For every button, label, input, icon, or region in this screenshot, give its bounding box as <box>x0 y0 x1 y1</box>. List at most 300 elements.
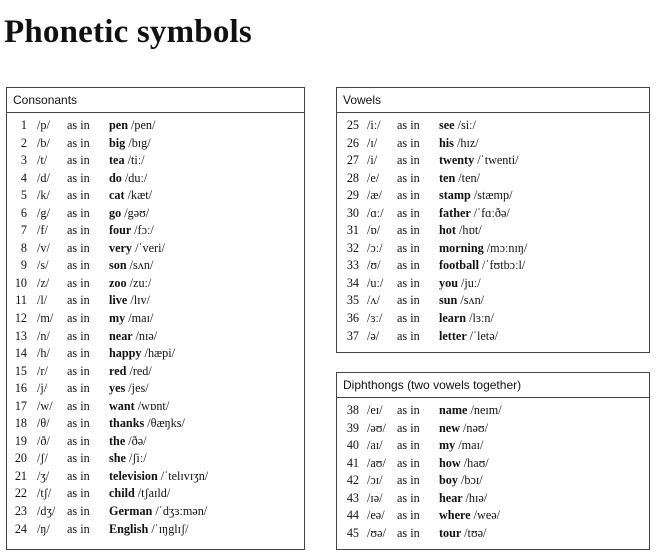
vowels-table <box>336 87 650 353</box>
example-word-group <box>439 490 487 508</box>
table-row <box>337 187 649 205</box>
row-number: 11 <box>15 293 27 308</box>
as-in-label: as in <box>397 403 420 417</box>
example-word-group <box>109 152 145 170</box>
as-in-label: as in <box>67 346 90 361</box>
phonetic-symbol: /n/ <box>37 328 50 343</box>
row-number: 41 <box>346 455 359 470</box>
as-in-label: as in <box>67 398 90 413</box>
table-row <box>337 490 649 508</box>
row-number: 16 <box>14 381 27 396</box>
transcription: /kæt/ <box>127 188 152 203</box>
phonetic-symbol: /e/ <box>367 170 380 185</box>
example-word-group <box>109 310 153 328</box>
transcription: /neɪm/ <box>470 403 502 417</box>
consonants-list <box>7 113 304 538</box>
row-number: 12 <box>14 311 27 326</box>
diphthongs-heading <box>337 373 649 398</box>
table-row <box>337 240 649 258</box>
table-row <box>7 363 304 381</box>
table-row <box>7 503 304 521</box>
example-word: happy <box>109 346 142 361</box>
transcription: /θæŋks/ <box>147 416 185 431</box>
example-word-group <box>109 170 147 188</box>
phonetic-symbol: /tʃ/ <box>37 486 52 501</box>
row-number: 2 <box>20 135 27 150</box>
transcription: /ˈfɑːðə/ <box>473 205 510 220</box>
table-row <box>337 310 649 328</box>
as-in-label: as in <box>397 420 420 435</box>
table-row <box>337 402 649 420</box>
example-word: go <box>109 205 122 220</box>
example-word: see <box>439 118 455 132</box>
row-number: 40 <box>346 438 359 453</box>
as-in-label: as in <box>67 293 90 308</box>
diphthongs-subtitle: (two vowels together) <box>407 378 522 392</box>
transcription: /maɪ/ <box>458 438 484 453</box>
transcription: /maɪ/ <box>128 311 154 326</box>
example-word-group <box>109 450 147 468</box>
example-word: twenty <box>439 153 475 168</box>
table-row <box>337 205 649 223</box>
phonetic-symbol: /ɜː/ <box>367 311 383 326</box>
transcription: /ˈɪŋglɪʃ/ <box>151 521 189 536</box>
row-number: 1 <box>20 118 27 132</box>
phonetic-symbol: /ʃ/ <box>37 451 48 466</box>
transcription: /sʌn/ <box>460 293 485 308</box>
table-row <box>337 507 649 525</box>
row-number: 15 <box>14 363 27 378</box>
table-row <box>337 472 649 490</box>
table-row <box>337 525 649 543</box>
table-row <box>7 222 304 240</box>
row-number: 3 <box>20 153 27 168</box>
example-word-group <box>439 152 519 170</box>
as-in-label: as in <box>67 416 90 431</box>
table-row <box>7 380 304 398</box>
transcription: /nɪə/ <box>135 328 158 343</box>
phonetic-symbol: /æ/ <box>367 188 382 203</box>
phonetic-symbol: /aɪ/ <box>367 438 383 453</box>
example-word-group <box>109 292 150 310</box>
example-word-group <box>109 240 165 258</box>
example-word: do <box>109 170 122 185</box>
vowels-heading: Vowels <box>337 88 649 113</box>
table-row <box>337 257 649 275</box>
example-word: ten <box>439 170 456 185</box>
phonetic-symbol: /h/ <box>37 346 50 361</box>
example-word-group <box>439 222 482 240</box>
example-word: thanks <box>109 416 145 431</box>
example-word-group <box>439 420 488 438</box>
phonetic-symbol: /əʊ/ <box>367 420 386 435</box>
row-number: 9 <box>20 258 27 273</box>
as-in-label: as in <box>397 438 420 453</box>
example-word: big <box>109 135 126 150</box>
row-number: 5 <box>20 188 27 203</box>
example-word: boy <box>439 473 458 488</box>
transcription: /ˈletə/ <box>469 328 498 343</box>
row-number: 38 <box>346 403 359 417</box>
example-word: very <box>109 240 133 255</box>
table-row <box>7 135 304 153</box>
row-number: 37 <box>346 328 359 343</box>
as-in-label: as in <box>397 473 420 488</box>
phonetic-symbol: /ɔɪ/ <box>367 473 383 488</box>
phonetic-symbol: /ʊ/ <box>367 258 381 273</box>
example-word-group <box>109 135 151 153</box>
transcription: /fɔː/ <box>134 223 154 238</box>
vowels-list <box>337 113 649 345</box>
phonetic-symbol: /g/ <box>37 205 50 220</box>
example-word: hear <box>439 490 463 505</box>
transcription: /ten/ <box>458 170 480 185</box>
example-word: you <box>439 275 458 290</box>
row-number: 17 <box>14 398 27 413</box>
example-word-group <box>439 525 486 543</box>
row-number: 27 <box>346 153 359 168</box>
example-word-group <box>109 222 154 240</box>
table-row <box>7 521 304 539</box>
phonetic-symbol: /eɪ/ <box>367 403 383 417</box>
as-in-label: as in <box>397 275 420 290</box>
transcription: /ðə/ <box>128 433 147 448</box>
example-word-group <box>439 240 527 258</box>
row-number: 35 <box>346 293 359 308</box>
row-number: 31 <box>346 223 359 238</box>
row-number: 32 <box>346 240 359 255</box>
row-number: 8 <box>20 240 27 255</box>
row-number: 14 <box>14 346 27 361</box>
table-row <box>7 398 304 416</box>
phonetic-symbol: /p/ <box>37 118 50 132</box>
row-number: 45 <box>346 525 359 540</box>
as-in-label: as in <box>397 293 420 308</box>
table-row <box>337 117 649 135</box>
phonetic-symbol: /k/ <box>37 188 50 203</box>
phonetic-symbol: /ŋ/ <box>37 521 50 536</box>
page-title: Phonetic symbols <box>4 14 252 50</box>
example-word-group <box>439 310 494 328</box>
as-in-label: as in <box>397 240 420 255</box>
example-word: tour <box>439 525 462 540</box>
row-number: 7 <box>20 223 27 238</box>
table-row <box>337 152 649 170</box>
table-row <box>7 257 304 275</box>
phonetic-symbol: /aʊ/ <box>367 455 386 470</box>
transcription: /red/ <box>129 363 152 378</box>
table-row <box>7 450 304 468</box>
phonetic-symbol: /eə/ <box>367 508 385 523</box>
phonetic-symbol: /r/ <box>37 363 48 378</box>
diphthongs-table <box>336 372 650 550</box>
phonetic-symbol: /ə/ <box>367 328 380 343</box>
table-row <box>7 468 304 486</box>
example-word: sun <box>439 293 458 308</box>
transcription: /ˈveri/ <box>135 240 165 255</box>
example-word: letter <box>439 328 467 343</box>
as-in-label: as in <box>397 455 420 470</box>
example-word: pen <box>109 118 128 132</box>
as-in-label: as in <box>397 311 420 326</box>
table-row <box>7 485 304 503</box>
example-word: stamp <box>439 188 471 203</box>
phonetic-symbol: /z/ <box>37 275 50 290</box>
example-word: learn <box>439 311 467 326</box>
row-number: 21 <box>14 468 27 483</box>
example-word: zoo <box>109 275 127 290</box>
row-number: 28 <box>346 170 359 185</box>
table-row <box>337 292 649 310</box>
table-row <box>337 275 649 293</box>
table-row <box>337 222 649 240</box>
example-word-group <box>439 170 480 188</box>
phonetic-symbol: /ɑː/ <box>367 205 384 220</box>
as-in-label: as in <box>397 205 420 220</box>
example-word-group <box>109 257 153 275</box>
example-word-group <box>439 205 510 223</box>
row-number: 25 <box>346 118 359 132</box>
transcription: /ˈtwenti/ <box>477 153 519 168</box>
example-word-group <box>439 135 479 153</box>
table-row <box>7 205 304 223</box>
example-word: tea <box>109 153 125 168</box>
example-word: son <box>109 258 127 273</box>
row-number: 22 <box>14 486 27 501</box>
phonetic-symbol: /f/ <box>37 223 48 238</box>
example-word: how <box>439 455 461 470</box>
as-in-label: as in <box>397 525 420 540</box>
phonetic-symbol: /ð/ <box>37 433 50 448</box>
example-word-group <box>439 402 502 420</box>
phonetic-symbol: /dʒ/ <box>37 504 56 519</box>
transcription: /nəʊ/ <box>463 420 489 435</box>
example-word: four <box>109 223 132 238</box>
as-in-label: as in <box>67 328 90 343</box>
table-row <box>7 433 304 451</box>
example-word-group <box>439 455 489 473</box>
phonetic-symbol: /d/ <box>37 170 50 185</box>
table-row <box>337 170 649 188</box>
example-word: German <box>109 504 153 519</box>
phonetic-symbol: /b/ <box>37 135 50 150</box>
example-word: she <box>109 451 126 466</box>
as-in-label: as in <box>67 521 90 536</box>
example-word: hot <box>439 223 456 238</box>
example-word: English <box>109 521 149 536</box>
transcription: /wɒnt/ <box>137 398 170 413</box>
transcription: /lɜːn/ <box>469 311 494 326</box>
transcription: /hɪə/ <box>465 490 488 505</box>
example-word: my <box>109 311 126 326</box>
transcription: /hæpi/ <box>144 346 176 361</box>
transcription: /hɪz/ <box>456 135 479 150</box>
example-word: child <box>109 486 135 501</box>
phonetic-symbol: /l/ <box>37 293 48 308</box>
example-word-group <box>109 485 170 503</box>
table-row <box>337 420 649 438</box>
transcription: /gəʊ/ <box>124 205 150 220</box>
table-row <box>337 328 649 346</box>
table-row <box>337 135 649 153</box>
table-row <box>7 292 304 310</box>
transcription: /ˈfʊtbɔːl/ <box>482 258 526 273</box>
example-word-group <box>439 328 498 346</box>
example-word: red <box>109 363 127 378</box>
example-word-group <box>109 328 157 346</box>
as-in-label: as in <box>397 118 420 132</box>
phonetic-symbol: /ʒ/ <box>37 468 50 483</box>
phonetic-symbol: /iː/ <box>367 118 381 132</box>
as-in-label: as in <box>67 451 90 466</box>
example-word-group <box>439 187 512 205</box>
row-number: 36 <box>346 311 359 326</box>
example-word-group <box>109 468 208 486</box>
example-word: my <box>439 438 456 453</box>
as-in-label: as in <box>397 328 420 343</box>
phonetic-symbol: /v/ <box>37 240 50 255</box>
example-word-group <box>109 187 152 205</box>
diphthongs-title: Diphthongs <box>343 378 404 392</box>
as-in-label: as in <box>67 258 90 273</box>
row-number: 18 <box>14 416 27 431</box>
as-in-label: as in <box>397 508 420 523</box>
transcription: /weə/ <box>473 508 501 523</box>
phonetic-symbol: /ɒ/ <box>367 223 381 238</box>
transcription: /stæmp/ <box>473 188 513 203</box>
transcription: /haʊ/ <box>463 455 489 470</box>
example-word-group <box>109 380 149 398</box>
example-word: the <box>109 433 126 448</box>
example-word-group <box>439 275 481 293</box>
row-number: 24 <box>14 521 27 536</box>
transcription: /bɪg/ <box>128 135 151 150</box>
table-row <box>7 187 304 205</box>
example-word-group <box>439 257 525 275</box>
as-in-label: as in <box>67 275 90 290</box>
transcription: /tʊə/ <box>464 525 487 540</box>
phonetic-symbol: /m/ <box>37 311 54 326</box>
transcription: /ʃiː/ <box>128 451 147 466</box>
row-number: 43 <box>346 490 359 505</box>
consonants-table <box>6 87 305 550</box>
as-in-label: as in <box>397 153 420 168</box>
as-in-label: as in <box>67 118 90 132</box>
row-number: 19 <box>14 433 27 448</box>
phonetic-symbol: /uː/ <box>367 275 384 290</box>
example-word-group <box>109 433 147 451</box>
example-word: new <box>439 420 460 435</box>
as-in-label: as in <box>67 311 90 326</box>
example-word-group <box>109 521 189 539</box>
table-row <box>7 275 304 293</box>
example-word-group <box>439 437 483 455</box>
row-number: 23 <box>14 504 27 519</box>
as-in-label: as in <box>67 170 90 185</box>
row-number: 4 <box>20 170 27 185</box>
example-word: father <box>439 205 471 220</box>
row-number: 39 <box>346 420 359 435</box>
row-number: 20 <box>14 451 27 466</box>
example-word: yes <box>109 381 126 396</box>
example-word-group <box>109 117 155 135</box>
as-in-label: as in <box>67 433 90 448</box>
transcription: /duː/ <box>124 170 148 185</box>
as-in-label: as in <box>67 363 90 378</box>
phonetic-symbol: /θ/ <box>37 416 50 431</box>
phonetic-symbol: /i/ <box>367 153 378 168</box>
example-word: live <box>109 293 128 308</box>
as-in-label: as in <box>67 223 90 238</box>
transcription: /zuː/ <box>129 275 152 290</box>
example-word: want <box>109 398 135 413</box>
example-word-group <box>109 398 169 416</box>
transcription: /ˈdʒɜːmən/ <box>155 504 208 519</box>
example-word: football <box>439 258 479 273</box>
as-in-label: as in <box>67 381 90 396</box>
as-in-label: as in <box>67 205 90 220</box>
table-row <box>7 328 304 346</box>
example-word-group <box>109 205 149 223</box>
transcription: /sʌn/ <box>129 258 154 273</box>
example-word-group <box>109 345 175 363</box>
row-number: 10 <box>14 275 27 290</box>
phonetic-symbol: /ɔː/ <box>367 240 383 255</box>
as-in-label: as in <box>397 490 420 505</box>
example-word: television <box>109 468 158 483</box>
transcription: /bɔɪ/ <box>461 473 483 488</box>
table-row <box>337 437 649 455</box>
example-word-group <box>109 363 152 381</box>
example-word-group <box>439 117 476 135</box>
as-in-label: as in <box>67 240 90 255</box>
phonetic-symbol: /ɪə/ <box>367 490 383 505</box>
transcription: /tʃaɪld/ <box>137 486 171 501</box>
phonetic-symbol: /s/ <box>37 258 49 273</box>
row-number: 44 <box>346 508 359 523</box>
example-word: cat <box>109 188 125 203</box>
row-number: 34 <box>346 275 359 290</box>
as-in-label: as in <box>397 258 420 273</box>
as-in-label: as in <box>67 468 90 483</box>
transcription: /tiː/ <box>127 153 145 168</box>
row-number: 6 <box>20 205 27 220</box>
phonetic-symbol: /ʌ/ <box>367 293 380 308</box>
table-row <box>7 152 304 170</box>
phonetic-symbol: /j/ <box>37 381 48 396</box>
table-row <box>7 345 304 363</box>
table-row <box>7 240 304 258</box>
row-number: 13 <box>14 328 27 343</box>
example-word: near <box>109 328 133 343</box>
as-in-label: as in <box>67 486 90 501</box>
row-number: 30 <box>346 205 359 220</box>
example-word-group <box>109 503 207 521</box>
consonants-heading: Consonants <box>7 88 304 113</box>
as-in-label: as in <box>67 188 90 203</box>
phonetic-symbol: /w/ <box>37 398 53 413</box>
transcription: /mɔːnɪŋ/ <box>486 240 528 255</box>
row-number: 26 <box>346 135 359 150</box>
example-word: his <box>439 135 454 150</box>
table-row <box>7 310 304 328</box>
table-row <box>7 117 304 135</box>
diphthongs-list <box>337 398 649 542</box>
phonetic-symbol: /ʊə/ <box>367 525 386 540</box>
phonetic-symbol: /t/ <box>37 153 48 168</box>
transcription: /siː/ <box>457 118 476 132</box>
as-in-label: as in <box>67 153 90 168</box>
